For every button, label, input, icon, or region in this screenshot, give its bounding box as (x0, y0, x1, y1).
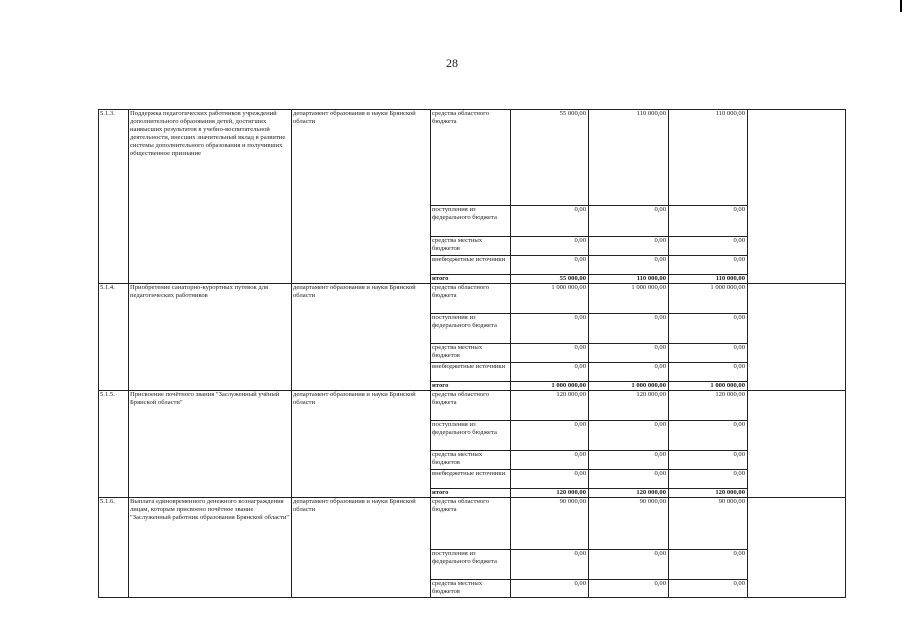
item-name: Приобретение санаторно-курортных путевок для педагогических работников (129, 284, 292, 391)
empty-cell (748, 391, 846, 498)
value-cell: 0,00 (669, 206, 748, 237)
value-cell: 120 000,00 (511, 391, 589, 421)
value-cell: 0,00 (669, 550, 748, 580)
value-cell: 0,00 (511, 451, 589, 470)
source-label: средства областного бюджета (431, 110, 511, 206)
value-cell: 0,00 (589, 314, 669, 344)
empty-cell (748, 110, 846, 284)
source-label: внебюджетные источники (431, 470, 511, 489)
value-cell: 0,00 (589, 580, 669, 598)
item-executor: департамент образования и науки Брянской области (292, 110, 431, 284)
source-label: средства местных бюджетов (431, 237, 511, 256)
value-cell: 0,00 (589, 421, 669, 451)
value-cell: 120 000,00 (589, 391, 669, 421)
value-cell: 0,00 (511, 237, 589, 256)
value-cell: 0,00 (511, 421, 589, 451)
empty-cell (748, 498, 846, 598)
value-cell: 1 000 000,00 (511, 382, 589, 391)
value-cell: 0,00 (589, 237, 669, 256)
source-label: средства областного бюджета (431, 498, 511, 550)
page-number: 28 (446, 56, 458, 70)
item-executor: департамент образования и науки Брянской области (292, 498, 431, 598)
empty-cell (748, 284, 846, 391)
value-cell: 0,00 (589, 256, 669, 275)
item-name: Присвоение почётного звания "Заслуженный учёный Брянской области" (129, 391, 292, 498)
value-cell: 0,00 (669, 363, 748, 382)
value-cell: 0,00 (511, 206, 589, 237)
value-cell: 120 000,00 (511, 489, 589, 498)
value-cell: 0,00 (589, 206, 669, 237)
item-executor: департамент образования и науки Брянской области (292, 391, 431, 498)
source-label: средства местных бюджетов (431, 580, 511, 598)
source-label: средства местных бюджетов (431, 344, 511, 363)
value-cell: 110 000,00 (589, 275, 669, 284)
value-cell: 90 000,00 (669, 498, 748, 550)
value-cell: 0,00 (511, 314, 589, 344)
value-cell: 0,00 (669, 421, 748, 451)
value-cell: 55 000,00 (511, 110, 589, 206)
value-cell: 110 000,00 (589, 110, 669, 206)
value-cell: 0,00 (589, 451, 669, 470)
page-edge-mark (900, 0, 902, 12)
value-cell: 0,00 (589, 550, 669, 580)
item-code: 5.1.3. (99, 110, 129, 284)
source-label: поступления из федерального бюджета (431, 421, 511, 451)
value-cell: 1 000 000,00 (669, 284, 748, 314)
value-cell: 1 000 000,00 (669, 382, 748, 391)
table-row (99, 498, 846, 550)
source-label: средства местных бюджетов (431, 451, 511, 470)
value-cell: 0,00 (511, 580, 589, 598)
source-label: поступления из федерального бюджета (431, 314, 511, 344)
source-label: поступления из федерального бюджета (431, 206, 511, 237)
value-cell: 120 000,00 (589, 489, 669, 498)
value-cell: 0,00 (589, 363, 669, 382)
source-label: поступления из федерального бюджета (431, 550, 511, 580)
value-cell: 0,00 (589, 470, 669, 489)
value-cell: 110 000,00 (669, 275, 748, 284)
item-executor: департамент образования и науки Брянской области (292, 284, 431, 391)
value-cell: 0,00 (669, 344, 748, 363)
value-cell: 0,00 (669, 314, 748, 344)
value-cell: 55 000,00 (511, 275, 589, 284)
item-name: Выплата единовременного денежного вознаграждения лицам, которым присвоено почётное звание "Заслуженный работник образования Брянской области" (129, 498, 292, 598)
source-label: внебюджетные источники (431, 256, 511, 275)
value-cell: 1 000 000,00 (511, 284, 589, 314)
value-cell: 0,00 (511, 344, 589, 363)
value-cell: 0,00 (669, 237, 748, 256)
value-cell: 110 000,00 (669, 110, 748, 206)
item-code: 5.1.5. (99, 391, 129, 498)
value-cell: 0,00 (669, 256, 748, 275)
value-cell: 1 000 000,00 (589, 284, 669, 314)
table-row (99, 391, 846, 421)
value-cell: 0,00 (669, 451, 748, 470)
value-cell: 0,00 (511, 256, 589, 275)
value-cell: 0,00 (511, 470, 589, 489)
table-row (99, 110, 846, 206)
item-code: 5.1.6. (99, 498, 129, 598)
budget-table (98, 109, 846, 598)
value-cell: 0,00 (511, 363, 589, 382)
value-cell: 120 000,00 (669, 489, 748, 498)
item-code: 5.1.4. (99, 284, 129, 391)
value-cell: 120 000,00 (669, 391, 748, 421)
value-cell: 90 000,00 (589, 498, 669, 550)
item-name: Поддержка педагогических работников учреждений дополнительного образования детей, достигших наивысших результатов в учебно-воспитательной деятельности, внесших значительный вклад в развитие системы дополнительного образования и получивших общественное признание (129, 110, 292, 284)
source-label: средства областного бюджета (431, 391, 511, 421)
source-label: итого (431, 489, 511, 498)
table-row (99, 284, 846, 314)
source-label: итого (431, 382, 511, 391)
value-cell: 1 000 000,00 (589, 382, 669, 391)
value-cell: 90 000,00 (511, 498, 589, 550)
value-cell: 0,00 (669, 470, 748, 489)
source-label: средства областного бюджета (431, 284, 511, 314)
value-cell: 0,00 (589, 344, 669, 363)
value-cell: 0,00 (511, 550, 589, 580)
source-label: итого (431, 275, 511, 284)
value-cell: 0,00 (669, 580, 748, 598)
source-label: внебюджетные источники (431, 363, 511, 382)
